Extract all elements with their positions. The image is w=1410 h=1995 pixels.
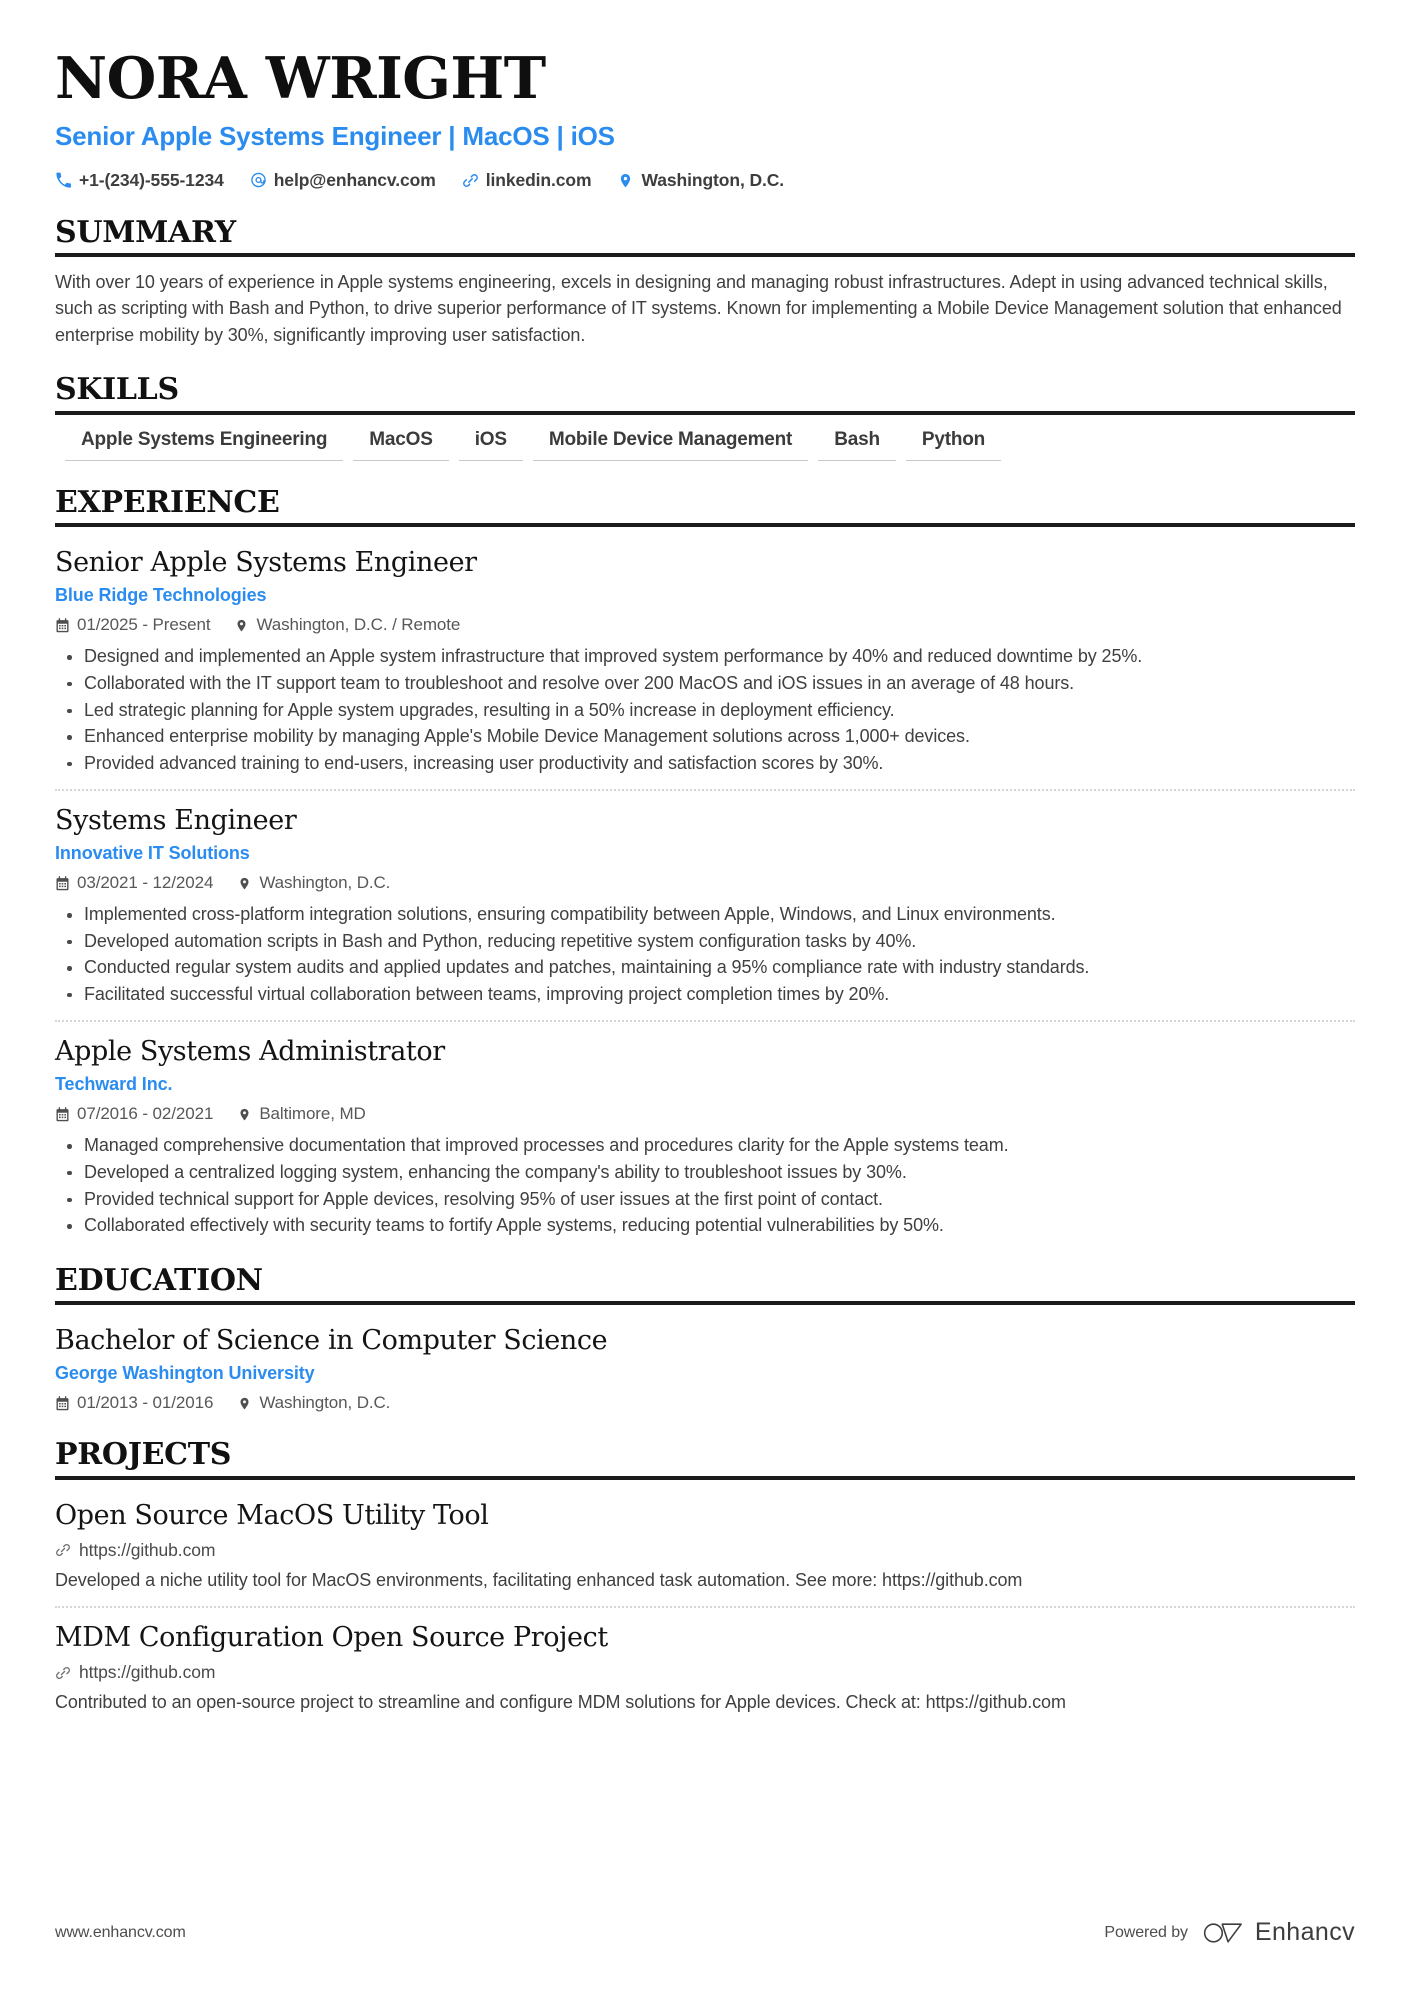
entry-location-text: Washington, D.C. — [259, 1393, 391, 1413]
section-rule — [55, 1301, 1355, 1305]
entry-dates — [55, 1393, 213, 1413]
project-link[interactable] — [55, 1662, 1355, 1683]
entry-title: Senior Apple Systems Engineer — [55, 547, 477, 579]
resume-header — [55, 45, 1355, 191]
bullet-item: Enhanced enterprise mobility by managing Apple's Mobile Device Management solutions across 1,000+ devices. — [58, 724, 1355, 750]
skill-chip: Python — [906, 429, 1001, 461]
summary-text: With over 10 years of experience in Apple systems engineering, excels in designing and managing robust infrastructures. Adept in using advanced technical skills, such as scripting with Bash and Python, to drive superior performance of IT systems. Known for implementing a Mobile Device Management solution that enhanced enterprise mobility by 30%, significantly improving user satisfaction. — [55, 272, 1342, 345]
section-rule — [55, 1476, 1355, 1480]
powered-by-label: Powered by — [1104, 1923, 1188, 1941]
footer-website-url[interactable]: www.enhancv.com — [55, 1923, 186, 1941]
entry-title: Apple Systems Administrator — [55, 1036, 445, 1068]
entry-organization[interactable]: Techward Inc. — [55, 1074, 173, 1095]
entry-location — [237, 1104, 365, 1124]
contact-email[interactable] — [250, 170, 436, 191]
section-skills — [55, 374, 1355, 461]
skill-chip: Mobile Device Management — [533, 429, 808, 461]
bullet-item: Developed automation scripts in Bash and Python, reducing repetitive system configuration tasks by 40%. — [58, 929, 1355, 955]
entry-dates — [55, 615, 210, 635]
section-education — [55, 1262, 1355, 1414]
contact-location — [617, 170, 784, 191]
entry-location — [237, 873, 390, 893]
project-entry — [55, 1492, 1355, 1594]
contact-linkedin-text: linkedin.com — [485, 169, 592, 190]
section-projects — [55, 1439, 1355, 1716]
section-title-skills: SKILLS — [55, 372, 179, 408]
resume-entry — [55, 1317, 1355, 1413]
entry-organization[interactable]: George Washington University — [55, 1363, 315, 1384]
entry-location-text: Washington, D.C. / Remote — [256, 615, 461, 635]
page-footer — [55, 1918, 1355, 1947]
contact-email-text: help@enhancv.com — [273, 169, 436, 190]
entry-meta — [55, 1393, 1355, 1413]
entry-meta — [55, 873, 1355, 893]
entry-dates-text: 01/2013 - 01/2016 — [77, 1393, 214, 1413]
skill-chip: MacOS — [353, 429, 448, 461]
enhancv-logo — [1202, 1918, 1355, 1947]
location-icon — [237, 1107, 252, 1122]
bullet-item: Collaborated effectively with security teams to fortify Apple systems, reducing potential vulnerabilities by 50%. — [58, 1213, 1355, 1239]
section-rule — [55, 253, 1355, 257]
entry-meta — [55, 1104, 1355, 1124]
section-title-experience: EXPERIENCE — [55, 484, 280, 520]
bullet-item: Managed comprehensive documentation that improved processes and procedures clarity for the Apple systems team. — [58, 1133, 1355, 1159]
entry-dates — [55, 873, 213, 893]
entry-location-text: Baltimore, MD — [259, 1104, 366, 1124]
entry-organization[interactable]: Blue Ridge Technologies — [55, 585, 267, 606]
section-title-summary: SUMMARY — [55, 214, 236, 250]
section-summary — [55, 214, 1355, 349]
experience-list — [55, 539, 1355, 1238]
entry-meta — [55, 615, 1355, 635]
skill-chip: iOS — [459, 429, 523, 461]
entry-location — [234, 615, 460, 635]
location-icon — [237, 876, 252, 891]
projects-list — [55, 1492, 1355, 1716]
bullet-item: Developed a centralized logging system, enhancing the company's ability to troubleshoot issues by 30%. — [58, 1160, 1355, 1186]
section-rule — [55, 523, 1355, 527]
resume-entry — [55, 1020, 1355, 1238]
entry-location-text: Washington, D.C. — [259, 873, 391, 893]
skill-chip: Apple Systems Engineering — [65, 429, 343, 461]
entry-bullets — [55, 1133, 1355, 1238]
link-icon — [55, 1542, 71, 1558]
email-icon — [250, 172, 267, 189]
link-icon — [462, 172, 479, 189]
bullet-item: Led strategic planning for Apple system upgrades, resulting in a 50% increase in deployment efficiency. — [58, 698, 1355, 724]
project-link-text: https://github.com — [79, 1539, 216, 1560]
location-icon — [237, 1396, 252, 1411]
project-entry — [55, 1606, 1355, 1716]
contact-phone[interactable] — [55, 170, 224, 191]
entry-dates-text: 03/2021 - 12/2024 — [77, 873, 214, 893]
entry-organization[interactable]: Innovative IT Solutions — [55, 843, 250, 864]
contact-phone-text: +1-(234)-555-1234 — [79, 169, 224, 190]
summary-body — [55, 269, 1355, 348]
entry-location — [237, 1393, 390, 1413]
phone-icon — [55, 172, 72, 189]
location-icon — [617, 172, 634, 189]
calendar-icon — [55, 1396, 70, 1411]
project-link[interactable] — [55, 1540, 1355, 1561]
contact-location-text: Washington, D.C. — [641, 169, 785, 190]
bullet-item: Collaborated with the IT support team to troubleshoot and resolve over 200 MacOS and iOS issues in an average of 48 hours. — [58, 671, 1355, 697]
bullet-item: Conducted regular system audits and applied updates and patches, maintaining a 95% compliance rate with industry standards. — [58, 955, 1355, 981]
resume-entry — [55, 789, 1355, 1007]
section-title-projects: PROJECTS — [55, 1437, 232, 1473]
entry-dates-text: 07/2016 - 02/2021 — [77, 1104, 214, 1124]
location-icon — [234, 618, 249, 633]
candidate-headline: Senior Apple Systems Engineer | MacOS | iOS — [55, 121, 615, 151]
bullet-item: Provided advanced training to end-users, increasing user productivity and satisfaction scores by 30%. — [58, 751, 1355, 777]
bullet-item: Provided technical support for Apple devices, resolving 95% of user issues at the first point of contact. — [58, 1187, 1355, 1213]
section-experience — [55, 484, 1355, 1239]
contact-row — [55, 170, 1355, 191]
candidate-name: NORA WRIGHT — [55, 45, 546, 112]
project-title: Open Source MacOS Utility Tool — [55, 1499, 489, 1531]
project-description: Developed a niche utility tool for MacOS environments, facilitating enhanced task automation. See more: https://github.com — [55, 1569, 1023, 1590]
education-list — [55, 1317, 1355, 1413]
bullet-item: Designed and implemented an Apple system infrastructure that improved system performance by 40% and reduced downtime by 25%. — [58, 644, 1355, 670]
entry-dates-text: 01/2025 - Present — [77, 615, 211, 635]
section-rule — [55, 411, 1355, 415]
link-icon — [55, 1665, 71, 1681]
bullet-item: Implemented cross-platform integration solutions, ensuring compatibility between Apple, Windows, and Linux environments. — [58, 902, 1355, 928]
entry-title: Bachelor of Science in Computer Science — [55, 1325, 608, 1357]
project-description: Contributed to an open-source project to streamline and configure MDM solutions for Apple devices. Check at: https://github.com — [55, 1692, 1066, 1713]
bullet-item: Facilitated successful virtual collaboration between teams, improving project completion times by 20%. — [58, 982, 1355, 1008]
resume-entry — [55, 539, 1355, 776]
contact-linkedin[interactable] — [462, 170, 592, 191]
calendar-icon — [55, 618, 70, 633]
entry-dates — [55, 1104, 213, 1124]
skills-list — [55, 429, 1355, 461]
section-title-education: EDUCATION — [55, 1262, 263, 1298]
entry-title: Systems Engineer — [55, 805, 297, 837]
project-link-text: https://github.com — [79, 1662, 216, 1683]
footer-brand — [1104, 1918, 1355, 1947]
entry-bullets — [55, 902, 1355, 1007]
skill-chip: Bash — [818, 429, 896, 461]
entry-bullets — [55, 644, 1355, 776]
enhancv-wordmark: Enhancv — [1254, 1918, 1355, 1946]
calendar-icon — [55, 1107, 70, 1122]
project-title: MDM Configuration Open Source Project — [55, 1622, 608, 1654]
calendar-icon — [55, 876, 70, 891]
